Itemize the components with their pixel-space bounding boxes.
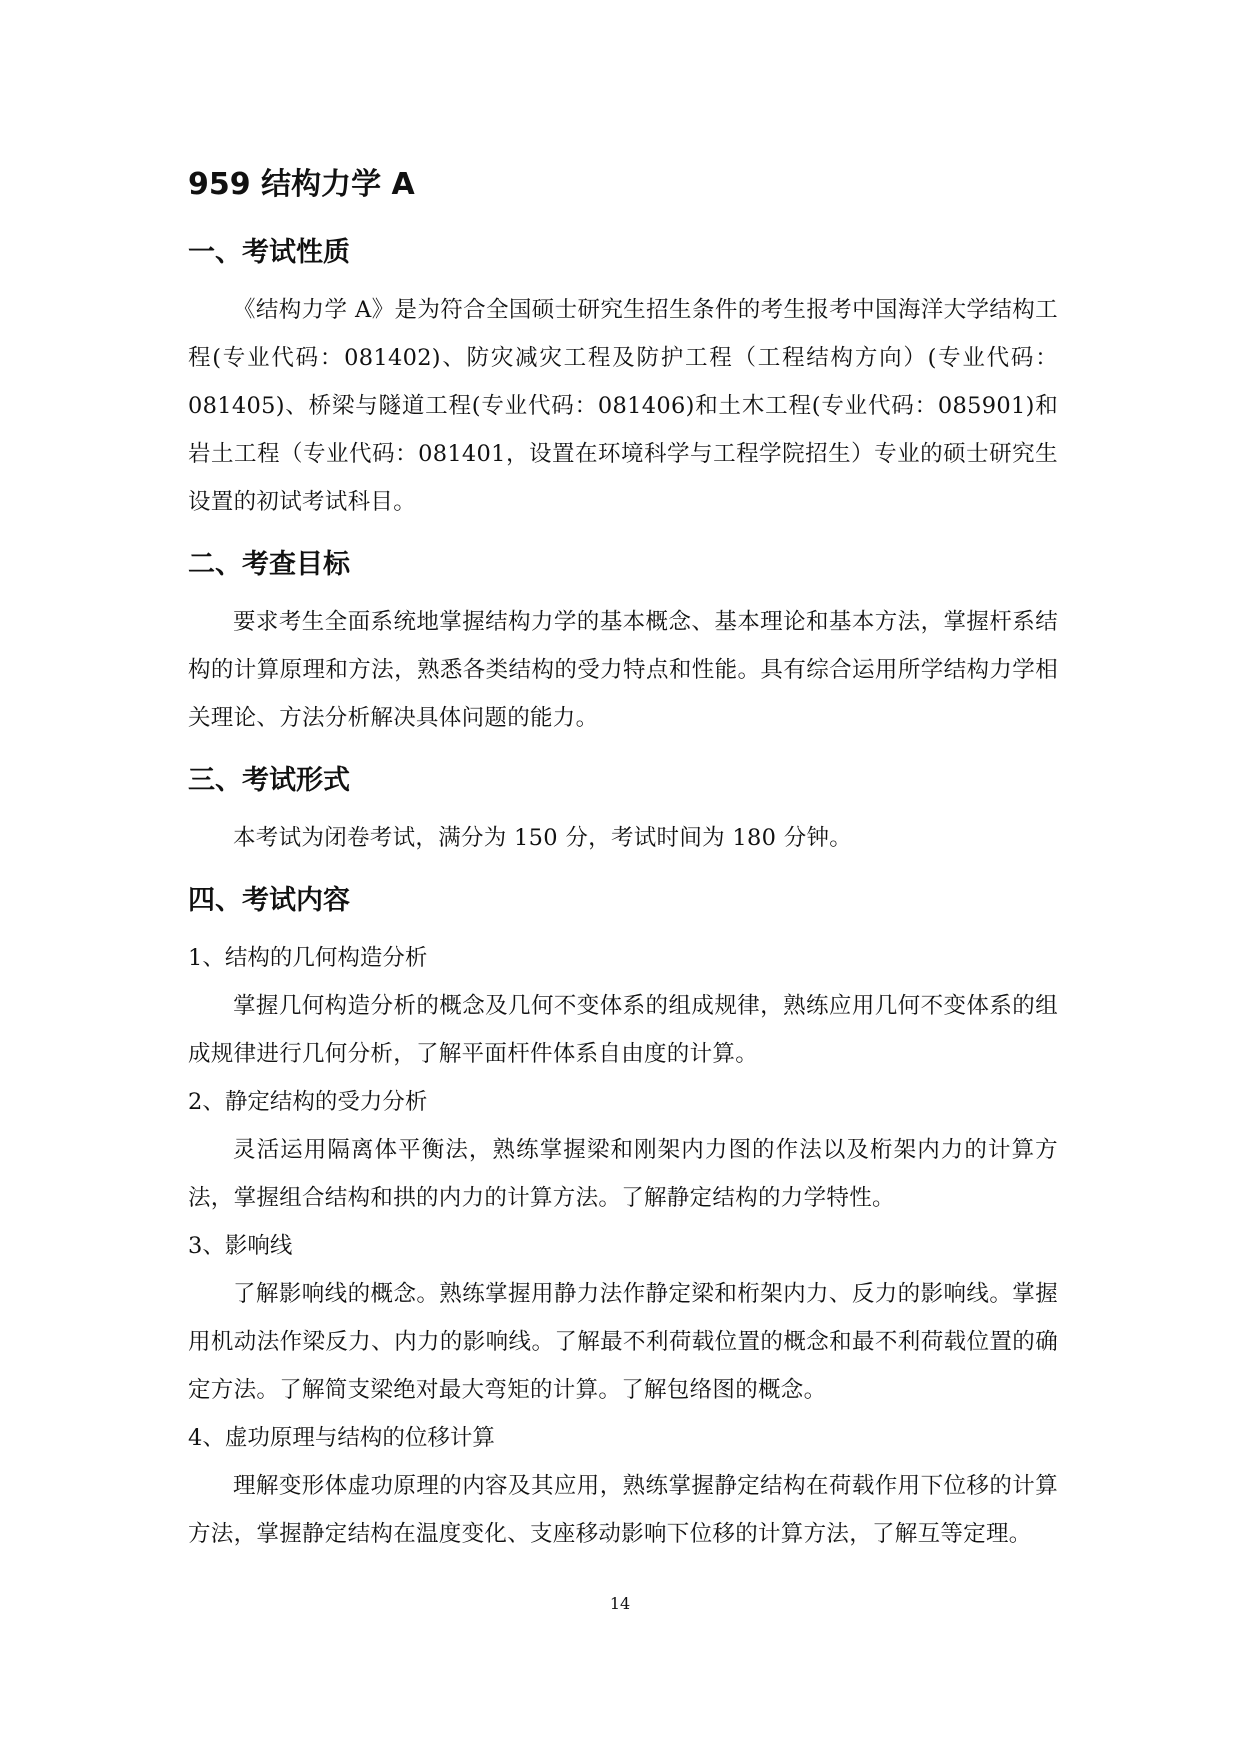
section-paragraph-exam-objectives: 要求考生全面系统地掌握结构力学的基本概念、基本理论和基本方法，掌握杆系结构的计算原理和方法，熟悉各类结构的受力特点和性能。具有综合运用所学结构力学相关理论、方法分析解决具体问题的能力。 (188, 609, 1058, 731)
section-heading-exam-content: 四、考试内容 (188, 885, 350, 916)
subsection-heading-virtual-work: 4、虚功原理与结构的位移计算 (188, 1425, 495, 1451)
subsection-heading-influence-lines: 3、影响线 (188, 1233, 293, 1259)
section-heading-exam-format: 三、考试形式 (188, 765, 350, 796)
subsection-paragraph-influence-lines: 了解影响线的概念。熟练掌握用静力法作静定梁和桁架内力、反力的影响线。掌握用机动法作梁反力、内力的影响线。了解最不利荷载位置的概念和最不利荷载位置的确定方法。了解简支梁绝对最大弯矩的计算。了解包络图的概念。 (188, 1281, 1058, 1403)
section-paragraph-exam-format: 本考试为闭卷考试，满分为 150 分，考试时间为 180 分钟。 (233, 825, 853, 851)
section-heading-exam-objectives: 二、考查目标 (188, 549, 350, 580)
section-heading-exam-nature: 一、考试性质 (188, 237, 350, 268)
document-title: 959 结构力学 A (188, 167, 415, 202)
subsection-paragraph-statically-determinate: 灵活运用隔离体平衡法，熟练掌握梁和刚架内力图的作法以及桁架内力的计算方法，掌握组合结构和拱的内力的计算方法。了解静定结构的力学特性。 (188, 1137, 1058, 1211)
page-content (188, 150, 1058, 1558)
subsection-paragraph-virtual-work: 理解变形体虚功原理的内容及其应用，熟练掌握静定结构在荷载作用下位移的计算方法，掌握静定结构在温度变化、支座移动影响下位移的计算方法，了解互等定理。 (188, 1473, 1058, 1547)
subsection-heading-statically-determinate: 2、静定结构的受力分析 (188, 1089, 428, 1115)
page-number: 14 (609, 1594, 631, 1613)
subsection-paragraph-geometric-analysis: 掌握几何构造分析的概念及几何不变体系的组成规律，熟练应用几何不变体系的组成规律进行几何分析，了解平面杆件体系自由度的计算。 (188, 993, 1058, 1067)
subsection-heading-geometric-analysis: 1、结构的几何构造分析 (188, 945, 428, 971)
section-paragraph-exam-nature: 《结构力学 A》是为符合全国硕士研究生招生条件的考生报考中国海洋大学结构工程(专业代码：081402)、防灾减灾工程及防护工程（工程结构方向）(专业代码：081405)、桥梁与隧道工程(专业代码：081406)和土木工程(专业代码：085901)和岩土工程（专业代码：081401，设置在环境科学与工程学院招生）专业的硕士研究生设置的初试考试科目。 (188, 297, 1058, 515)
